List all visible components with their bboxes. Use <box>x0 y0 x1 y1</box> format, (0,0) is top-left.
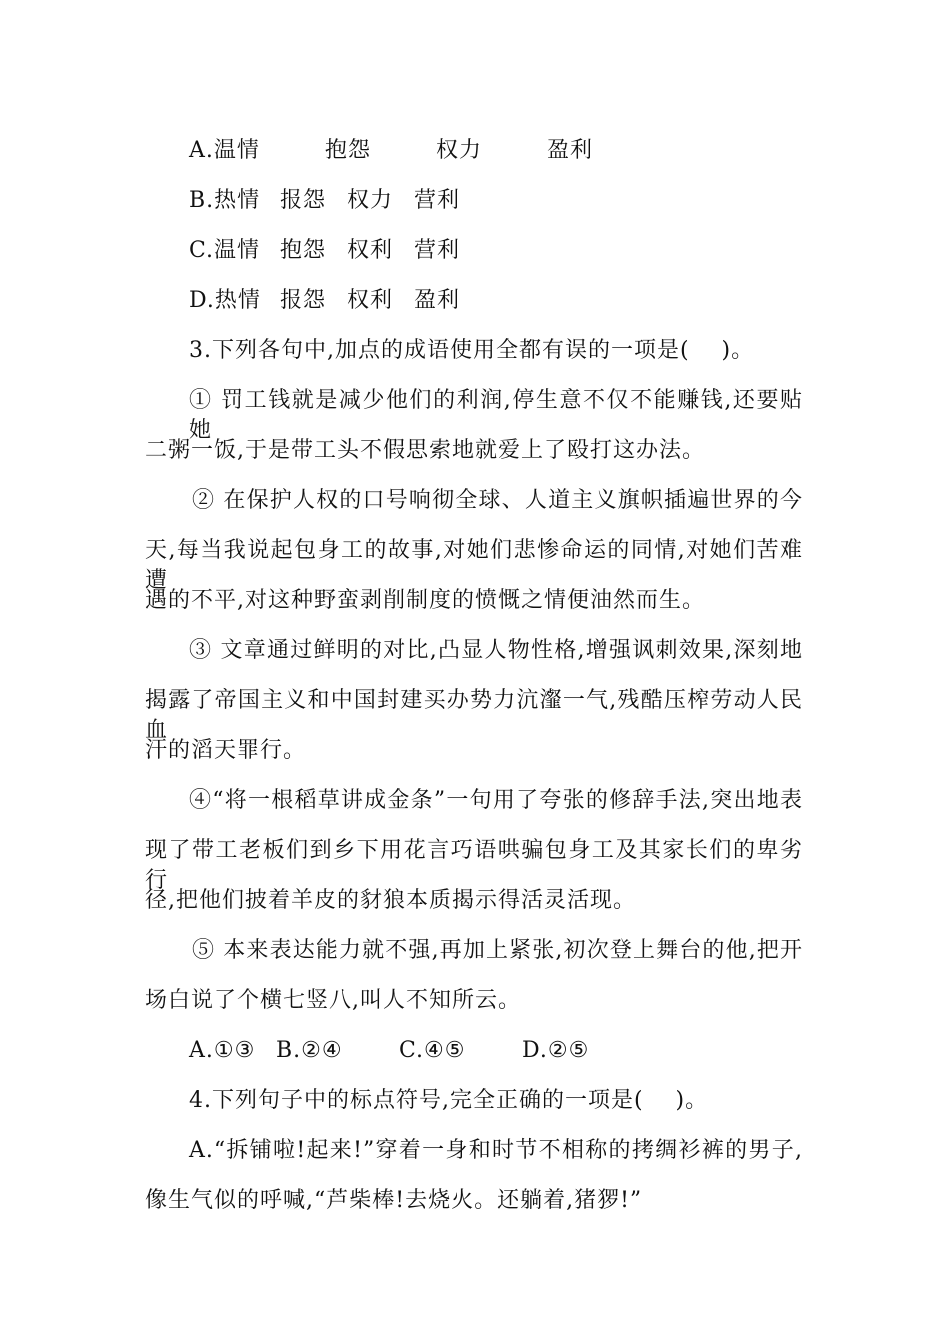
sentence-2-line-1: ② 在保护人权的口号响彻全球、人道主义旗帜插遍世界的今 <box>192 488 803 513</box>
sentence-4-line-1: ④“将一根稻草讲成金条”一句用了夸张的修辞手法,突出地表 <box>189 788 803 813</box>
sentence-1-line-2: 二粥一饭,于是带工头不假思索地就爱上了殴打这办法。 <box>145 438 705 463</box>
option-b-word4: 营利 <box>414 188 461 213</box>
option-c-word3: 权利 <box>347 238 394 263</box>
choice-c: C.④⑤ <box>399 1038 466 1063</box>
q4-option-a-line-1: A.“拆铺啦!起来!”穿着一身和时节不相称的拷绸衫裤的男子, <box>189 1138 803 1163</box>
option-a-word2: 抱怨 <box>325 138 372 163</box>
option-c-label: C.温情 <box>189 238 261 263</box>
sentence-3-line-3: 汗的滔天罪行。 <box>145 738 307 763</box>
option-d-word3: 权利 <box>347 288 394 313</box>
question-3-stem: 3.下列各句中,加点的成语使用全都有误的一项是( )。 <box>189 338 755 363</box>
sentence-3-line-2: 揭露了帝国主义和中国封建买办势力沆瀣一气,残酷压榨劳动人民血 <box>145 688 803 743</box>
sentence-3-line-1: ③ 文章通过鲜明的对比,凸显人物性格,增强讽刺效果,深刻地 <box>189 638 803 663</box>
option-a-label: A.温情 <box>189 138 260 163</box>
choice-d: D.②⑤ <box>522 1038 590 1063</box>
sentence-2-line-2: 天,每当我说起包身工的故事,对她们悲惨命运的同情,对她们苦难遭 <box>145 538 803 593</box>
sentence-2-line-3: 遇的不平,对这种野蛮剥削制度的愤慨之情便油然而生。 <box>145 588 705 613</box>
option-c-word4: 营利 <box>414 238 461 263</box>
option-d-word4: 盈利 <box>414 288 461 313</box>
option-a-word3: 权力 <box>436 138 483 163</box>
option-b-word2: 报怨 <box>280 188 327 213</box>
option-b-word3: 权力 <box>347 188 394 213</box>
question-4-stem: 4.下列句子中的标点符号,完全正确的一项是( )。 <box>189 1088 709 1113</box>
choice-a: A.①③ <box>189 1038 256 1063</box>
option-b-label: B.热情 <box>189 188 261 213</box>
q4-option-a-line-2: 像生气似的呼喊,“芦柴棒!去烧火。还躺着,猪猡!” <box>145 1188 643 1213</box>
sentence-1-line-1: ① 罚工钱就是减少他们的利润,停生意不仅不能赚钱,还要贴她 <box>189 388 803 443</box>
choice-b: B.②④ <box>276 1038 343 1063</box>
option-d-label: D.热情 <box>189 288 261 313</box>
option-d-word2: 报怨 <box>280 288 327 313</box>
option-a-word4: 盈利 <box>547 138 594 163</box>
option-c-word2: 抱怨 <box>280 238 327 263</box>
sentence-4-line-3: 径,把他们披着羊皮的豺狼本质揭示得活灵活现。 <box>145 888 636 913</box>
sentence-5-line-2: 场白说了个横七竖八,叫人不知所云。 <box>145 988 521 1013</box>
sentence-5-line-1: ⑤ 本来表达能力就不强,再加上紧张,初次登上舞台的他,把开 <box>192 938 803 963</box>
sentence-4-line-2: 现了带工老板们到乡下用花言巧语哄骗包身工及其家长们的卑劣行 <box>145 838 803 893</box>
